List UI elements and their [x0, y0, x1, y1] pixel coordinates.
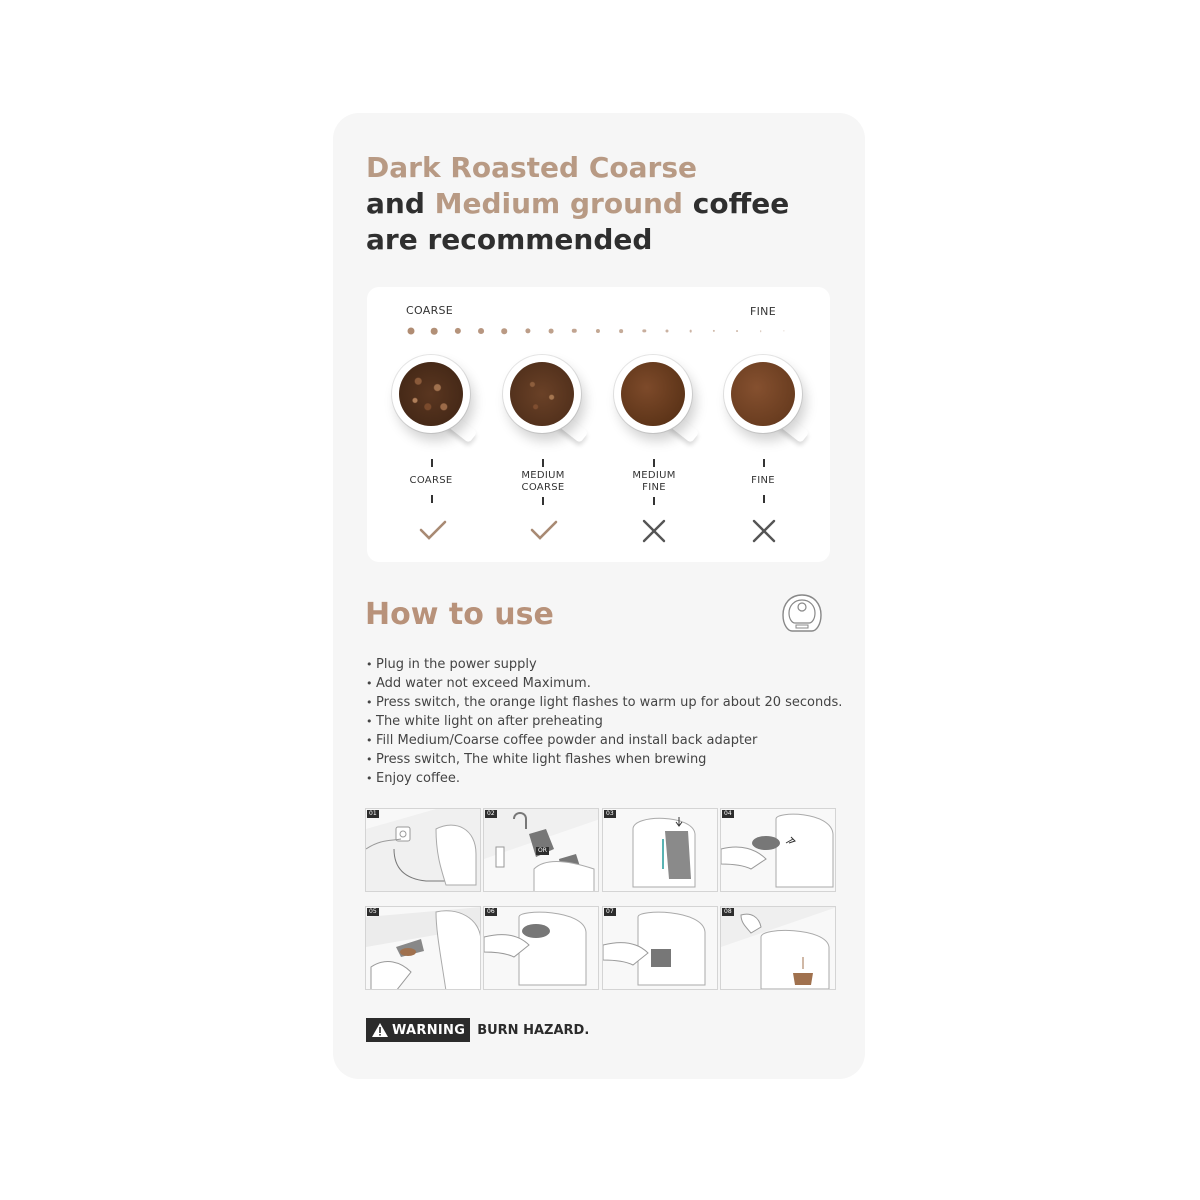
or-label: OR [538, 847, 547, 854]
tick [763, 495, 765, 503]
headline-line2-prefix: and [366, 187, 435, 220]
scale-dot [408, 328, 415, 335]
headline [366, 150, 789, 258]
tick [542, 497, 544, 505]
illustration-number: 08 [724, 908, 732, 915]
tick [431, 495, 433, 503]
headline-line1: Dark Roasted Coarse [366, 151, 697, 184]
cross-icon [639, 516, 669, 546]
tick [653, 497, 655, 505]
scale-dot [501, 328, 507, 334]
step-illustration-02 [483, 808, 599, 892]
illustration-number: 02 [487, 810, 495, 817]
scale-dot [666, 330, 669, 333]
warning-text: BURN HAZARD. [477, 1022, 590, 1038]
warning-notice [366, 1018, 589, 1042]
step-item: • Add water not exceed Maximum. [366, 674, 842, 693]
coffee-cup-coarse [392, 355, 492, 455]
warning-badge-label: WARNING [392, 1022, 466, 1038]
coffee-machine-icon [780, 592, 824, 636]
step-item: • Press switch, The white light flashes when brewing [366, 750, 842, 769]
headline-line2-accent: Medium ground [434, 187, 683, 220]
warning-badge [366, 1018, 470, 1042]
coffee-cup-fine [724, 355, 824, 455]
how-to-use-title: How to use [365, 597, 554, 632]
scale-left-label: COARSE [406, 304, 454, 317]
scale-dot [478, 328, 484, 334]
illustration-number: 05 [369, 908, 377, 915]
scale-dot [760, 330, 762, 332]
step-illustration-04 [720, 808, 836, 892]
scale-dot [689, 330, 692, 333]
illustration-number: 03 [606, 810, 614, 817]
coffee-cup-medium-coarse [503, 355, 603, 455]
headline-line2-suffix: coffee [682, 187, 790, 220]
step-illustration-08 [720, 906, 836, 990]
check-icon [529, 515, 559, 545]
step-illustration-06 [483, 906, 599, 990]
step-illustration-05 [365, 906, 481, 990]
scale-right-label: FINE [750, 305, 776, 318]
illustration-number: 07 [606, 908, 614, 915]
grind-label-medium-fine: MEDIUM FINE [632, 470, 676, 493]
tick [653, 459, 655, 467]
illustration-number: 04 [724, 810, 732, 817]
step-item: • Fill Medium/Coarse coffee powder and install back adapter [366, 731, 842, 750]
tick [431, 459, 433, 467]
headline-line3: are recommended [366, 223, 653, 256]
step-item: • Press switch, the orange light flashes to warm up for about 20 seconds. [366, 693, 842, 712]
how-to-use-steps [366, 655, 842, 788]
grind-label-fine: FINE [751, 475, 775, 486]
step-item: • Enjoy coffee. [366, 769, 842, 788]
step-illustration-03 [602, 808, 718, 892]
step-item: • Plug in the power supply [366, 655, 842, 674]
cross-icon [749, 516, 779, 546]
scale-dot [736, 330, 738, 332]
scale-dot [619, 329, 623, 333]
step-illustration-07 [602, 906, 718, 990]
scale-dot [431, 328, 438, 335]
coffee-cup-medium-fine [614, 355, 714, 455]
step-illustration-01 [365, 808, 481, 892]
warning-triangle-icon [371, 1022, 389, 1038]
illustration-number: 01 [369, 810, 377, 817]
grind-label-coarse: COARSE [409, 475, 453, 486]
illustration-number: 06 [487, 908, 495, 915]
step-item: • The white light on after preheating [366, 712, 842, 731]
grind-label-medium-coarse: MEDIUM COARSE [521, 470, 565, 493]
check-icon [418, 515, 448, 545]
tick [542, 459, 544, 467]
scale-dot [548, 329, 553, 334]
tick [763, 459, 765, 467]
